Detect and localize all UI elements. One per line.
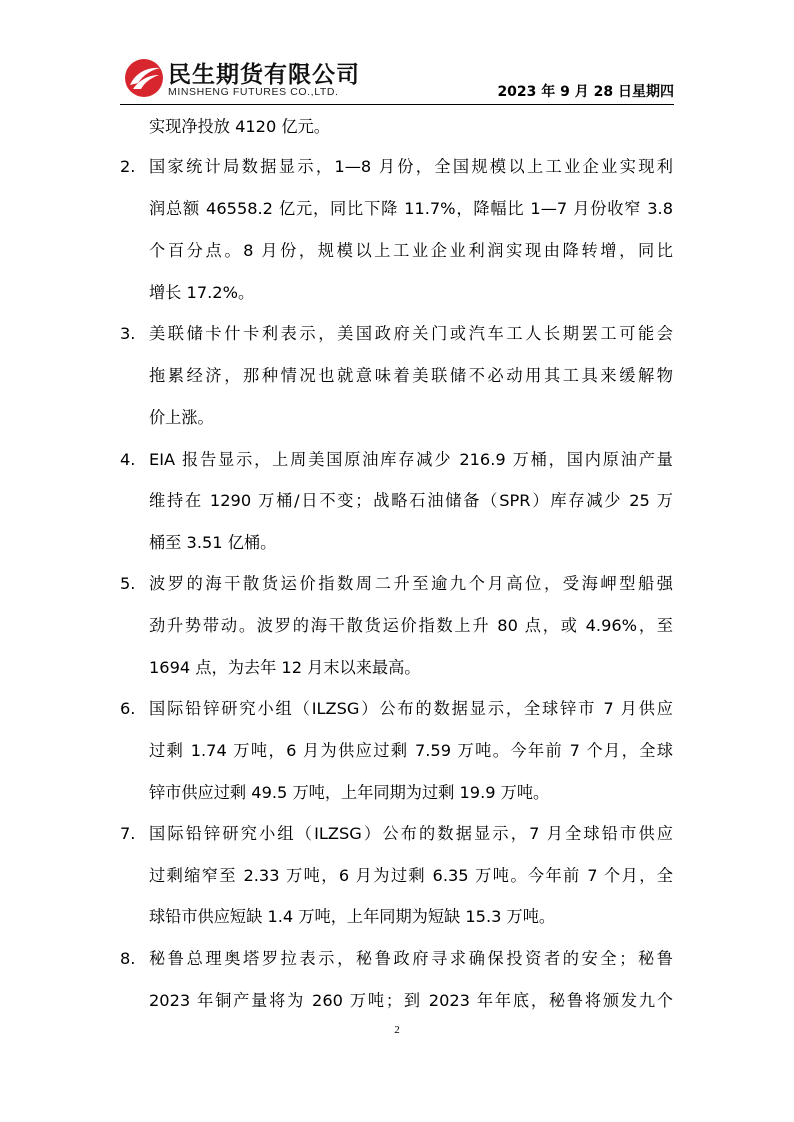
list-item-line: 润总额 46558.2 亿元，同比下降 11.7%，降幅比 1—7 月份收窄 3.8 bbox=[149, 199, 673, 218]
list-item-number: 7. bbox=[120, 824, 136, 843]
list-item-line: 美联储卡什卡利表示，美国政府关门或汽车工人长期罢工可能会 bbox=[149, 324, 673, 343]
list-item-line: 价上涨。 bbox=[149, 408, 214, 427]
list-item-line: 球铅市供应短缺 1.4 万吨，上年同期为短缺 15.3 万吨。 bbox=[149, 907, 556, 926]
list-item-line: 锌市供应过剩 49.5 万吨，上年同期为过剩 19.9 万吨。 bbox=[149, 783, 550, 802]
list-item-line: 2023 年铜产量将为 260 万吨；到 2023 年年底，秘鲁将颁发九个 bbox=[149, 991, 673, 1010]
list-item-line: 波罗的海干散货运价指数周二升至逾九个月高位，受海岬型船强 bbox=[149, 574, 673, 593]
list-item-line: 桶至 3.51 亿桶。 bbox=[149, 533, 277, 552]
list-item-line: 过剩缩窄至 2.33 万吨，6 月为过剩 6.35 万吨。今年前 7 个月，全 bbox=[149, 866, 673, 885]
list-item-line: 秘鲁总理奥塔罗拉表示，秘鲁政府寻求确保投资者的安全；秘鲁 bbox=[149, 949, 673, 968]
list-item-line: 国际铅锌研究小组（ILZSG）公布的数据显示，全球锌市 7 月供应 bbox=[149, 699, 673, 718]
page-number: 2 bbox=[394, 1024, 400, 1036]
intro-line: 实现净投放 4120 亿元。 bbox=[149, 117, 330, 136]
list-item-line: 1694 点，为去年 12 月末以来最高。 bbox=[149, 658, 421, 677]
list-item-line: 个百分点。8 月份，规模以上工业企业利润实现由降转增，同比 bbox=[149, 241, 673, 260]
list-item-number: 4. bbox=[120, 450, 136, 469]
list-item-number: 3. bbox=[120, 324, 136, 343]
logo-company-name-en: MINSHENG FUTURES CO.,LTD. bbox=[168, 86, 339, 98]
list-item-line: 增长 17.2%。 bbox=[149, 283, 255, 302]
list-item-line: 国际铅锌研究小组（ILZSG）公布的数据显示，7 月全球铅市供应 bbox=[149, 824, 673, 843]
company-logo bbox=[120, 54, 380, 104]
list-item-number: 5. bbox=[120, 574, 136, 593]
list-item-number: 8. bbox=[120, 949, 136, 968]
logo-company-name-cn: 民生期货有限公司 bbox=[168, 62, 360, 88]
company-logo-icon bbox=[124, 58, 164, 98]
list-item-line: 国家统计局数据显示，1—8 月份，全国规模以上工业企业实现利 bbox=[149, 157, 673, 176]
header-date: 2023 年 9 月 28 日星期四 bbox=[497, 84, 674, 100]
list-item-line: 拖累经济，那种情况也就意味着美联储不必动用其工具来缓解物 bbox=[149, 366, 673, 385]
list-item-line: 维持在 1290 万桶/日不变；战略石油储备（SPR）库存减少 25 万 bbox=[149, 491, 673, 510]
list-item-line: 过剩 1.74 万吨，6 月为供应过剩 7.59 万吨。今年前 7 个月，全球 bbox=[149, 741, 673, 760]
page-header bbox=[120, 50, 674, 106]
list-item-line: EIA 报告显示，上周美国原油库存减少 216.9 万桶，国内原油产量 bbox=[149, 450, 673, 469]
header-divider bbox=[120, 104, 674, 105]
list-item-line: 劲升势带动。波罗的海干散货运价指数上升 80 点，或 4.96%，至 bbox=[149, 616, 673, 635]
list-item-number: 6. bbox=[120, 699, 136, 718]
list-item-number: 2. bbox=[120, 157, 136, 176]
